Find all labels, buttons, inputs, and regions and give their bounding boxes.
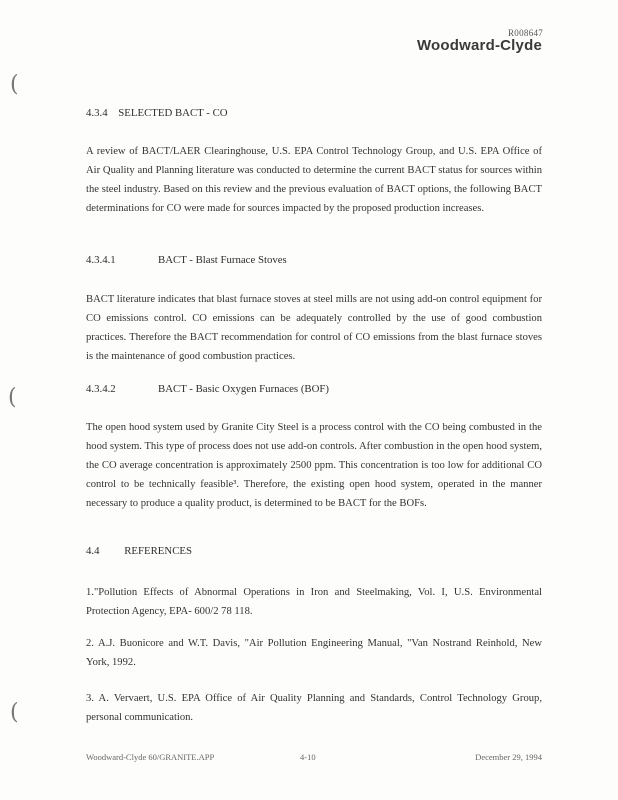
footer-file-ref: Woodward-Clyde 60/GRANITE.APP bbox=[86, 752, 215, 762]
reference-item: 2. A.J. Buonicore and W.T. Davis, "Air Pollution Engineering Manual, "Van Nostrand Reinhold, New York, 1992. bbox=[86, 638, 542, 668]
section-title: BACT - Blast Furnace Stoves bbox=[158, 254, 287, 266]
blast-furnace-paragraph: BACT literature indicates that blast furnace stoves at steel mills are not using add-on control equipment for CO emissions control. CO emissions can be adequately controlled by the use of good combustion practices. Therefore the BACT recommendation for control of CO emissions from the blast furnace stoves is the maintenance of good combustion practices. bbox=[86, 294, 542, 362]
footer-date: December 29, 1994 bbox=[475, 752, 542, 762]
reference-item: 1."Pollution Effects of Abnormal Operations in Iron and Steelmaking, Vol. I, U.S. Environmental Protection Agency, EPA- 600/2 78 118. bbox=[86, 587, 542, 617]
bof-paragraph: The open hood system used by Granite City Steel is a process control with the CO being combusted in the hood system. This type of process does not use add-on controls. After combustion in the open hood system, the CO average concentration is approximately 2500 ppm. This concentration is too low for additional CO control to be technically feasible³. Therefore, the existing open hood system, operated in the manner necessary to produce a quality product, is determined to be BACT for the BOFs. bbox=[86, 422, 542, 509]
section-number: 4.3.4.1 bbox=[86, 254, 116, 266]
binder-hole-mark: ( bbox=[10, 72, 19, 97]
company-logo-text: Woodward-Clyde bbox=[416, 37, 542, 54]
intro-paragraph: A review of BACT/LAER Clearinghouse, U.S. EPA Control Technology Group, and U.S. EPA Office of Air Quality and Planning literature was conducted to determine the current BACT status for sources within the steel industry. Based on this review and the previous evaluation of BACT options, the following BACT determinations for CO were made for sources impacted by the proposed production increases. bbox=[86, 146, 542, 214]
section-number: 4.4 bbox=[86, 545, 100, 557]
section-title: SELECTED BACT - CO bbox=[118, 107, 228, 119]
section-heading-4341 bbox=[86, 254, 287, 266]
section-title: REFERENCES bbox=[124, 545, 192, 557]
reference-item: 3. A. Vervaert, U.S. EPA Office of Air Quality Planning and Standards, Control Technology Group, personal communication. bbox=[86, 693, 542, 723]
section-title: BACT - Basic Oxygen Furnaces (BOF) bbox=[158, 383, 330, 395]
section-number: 4.3.4.2 bbox=[86, 383, 116, 395]
section-heading-434 bbox=[86, 107, 228, 119]
section-number: 4.3.4 bbox=[86, 107, 108, 119]
binder-hole-mark: ( bbox=[8, 385, 17, 410]
section-heading-4342 bbox=[86, 383, 330, 395]
binder-hole-mark: ( bbox=[10, 700, 19, 725]
footer-page-number: 4-10 bbox=[300, 752, 316, 762]
document-number: R008647 bbox=[508, 28, 544, 38]
section-heading-44 bbox=[86, 545, 192, 557]
